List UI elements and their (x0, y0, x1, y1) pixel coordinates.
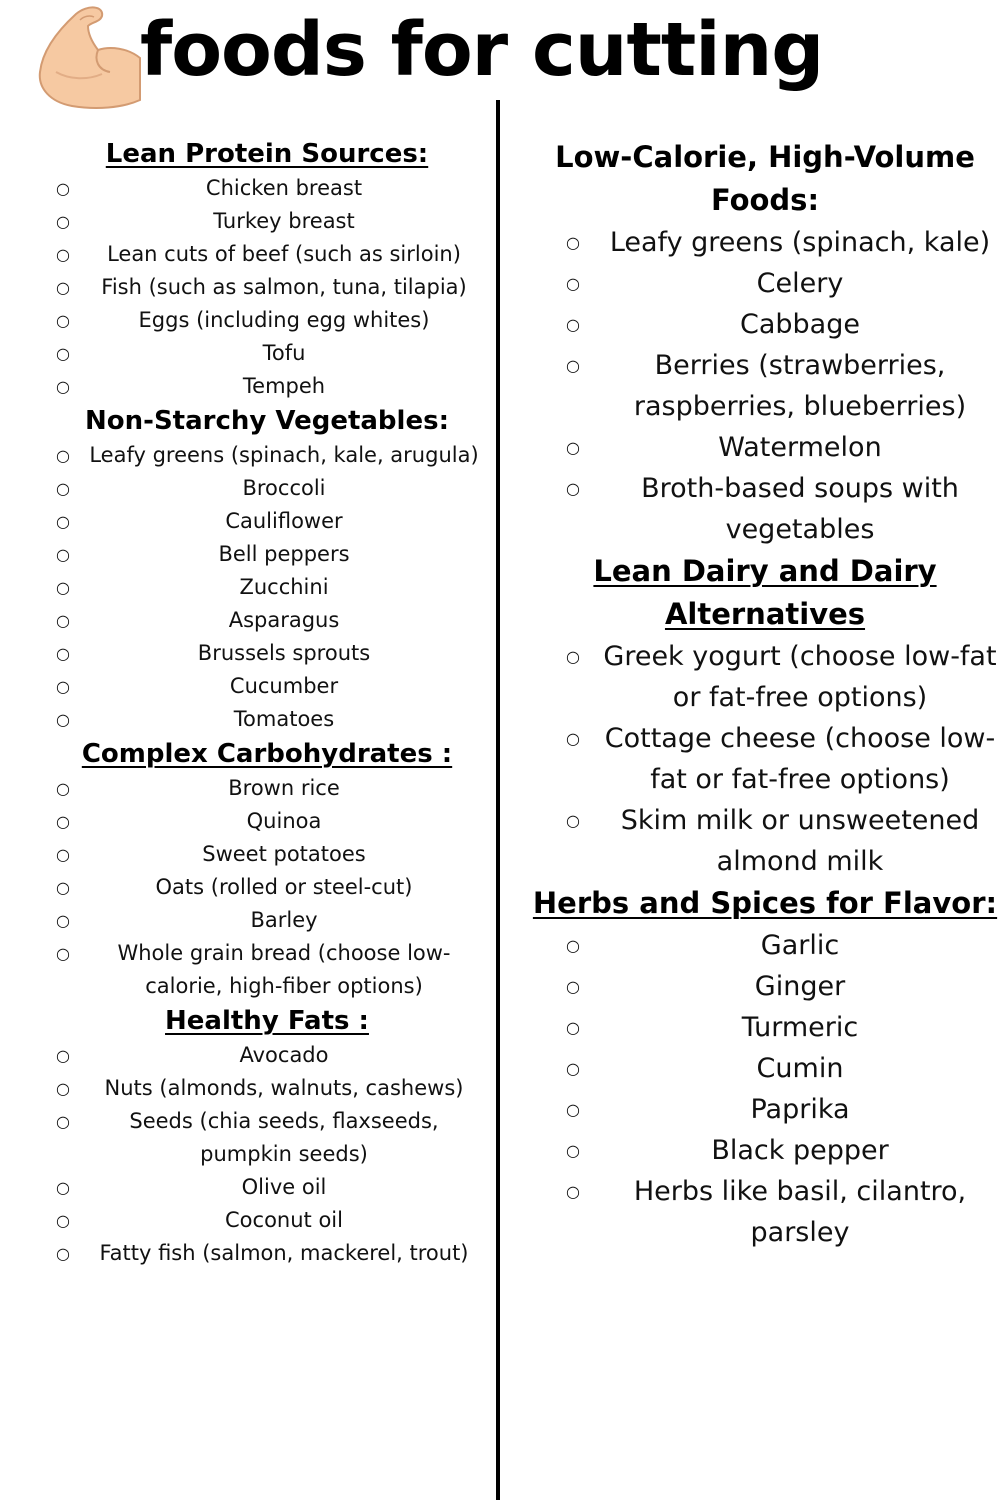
page-title: foods for cutting (140, 7, 824, 93)
list-item-text: Leafy greens (spinach, kale, arugula) (89, 443, 479, 467)
bullet-circle-icon: ○ (56, 212, 70, 231)
bullet-circle-icon: ○ (56, 677, 70, 696)
list-item (52, 937, 482, 1003)
list-item (530, 1089, 1000, 1130)
list-item-text: Coconut oil (225, 1208, 343, 1232)
bullet-circle-icon: ○ (56, 179, 70, 198)
list-item (530, 263, 1000, 304)
list-item (52, 703, 482, 736)
list-item-text: Broth-based soups with vegetables (641, 473, 959, 545)
list-item (52, 772, 482, 805)
list-item (52, 670, 482, 703)
list-item-text: Turmeric (741, 1012, 859, 1043)
list-item-text: Skim milk or unsweetened almond milk (620, 805, 980, 877)
list-item-text: Black pepper (711, 1135, 889, 1166)
bullet-circle-icon: ○ (56, 779, 70, 798)
list-item-text: Olive oil (241, 1175, 327, 1199)
list-item-text: Cabbage (740, 309, 860, 340)
list-item-text: Bell peppers (218, 542, 350, 566)
list-item (530, 427, 1000, 468)
list-item (52, 637, 482, 670)
list-item-text: Barley (250, 908, 318, 932)
list-item (52, 505, 482, 538)
list-item-text: Ginger (754, 971, 846, 1002)
bullet-circle-icon: ○ (566, 274, 580, 293)
list-item (530, 718, 1000, 800)
list-item (52, 472, 482, 505)
list-item (52, 805, 482, 838)
list-item (530, 222, 1000, 263)
bullet-circle-icon: ○ (566, 1100, 580, 1119)
column-divider (496, 100, 500, 1500)
list-item-text: Avocado (239, 1043, 329, 1067)
bullet-circle-icon: ○ (566, 647, 580, 666)
bullet-circle-icon: ○ (56, 311, 70, 330)
bullet-circle-icon: ○ (56, 812, 70, 831)
list-item-text: Asparagus (228, 608, 340, 632)
bullet-circle-icon: ○ (56, 1079, 70, 1098)
list-item (52, 205, 482, 238)
bullet-circle-icon: ○ (56, 446, 70, 465)
list-item (52, 337, 482, 370)
list-item (530, 345, 1000, 427)
list-item (530, 1007, 1000, 1048)
list-item-text: Oats (rolled or steel-cut) (155, 875, 413, 899)
list-item-text: Chicken breast (205, 176, 363, 200)
bullet-circle-icon: ○ (56, 944, 70, 963)
bullet-circle-icon: ○ (56, 845, 70, 864)
list-item-text: Herbs like basil, cilantro, parsley (633, 1176, 967, 1248)
section-heading-non-starchy-vegetables: Non-Starchy Vegetables: (85, 406, 449, 436)
bullet-circle-icon: ○ (56, 1244, 70, 1263)
bullet-circle-icon: ○ (56, 1178, 70, 1197)
list-item (530, 1171, 1000, 1253)
list-item-text: Tofu (262, 341, 306, 365)
list-item (52, 604, 482, 637)
list-item (52, 439, 482, 472)
list-item (530, 1048, 1000, 1089)
list-item-text: Fish (such as salmon, tuna, tilapia) (101, 275, 467, 299)
list-item (52, 172, 482, 205)
list-item-text: Brown rice (228, 776, 340, 800)
list-item-text: Quinoa (246, 809, 322, 833)
list-item (530, 468, 1000, 550)
bullet-circle-icon: ○ (56, 479, 70, 498)
list-item-text: Broccoli (242, 476, 326, 500)
list-item (52, 271, 482, 304)
list-item (530, 925, 1000, 966)
bullet-circle-icon: ○ (56, 710, 70, 729)
list-item-text: Fatty fish (salmon, mackerel, trout) (99, 1241, 469, 1265)
list-item-text: Zucchini (239, 575, 329, 599)
list-item-text: Celery (756, 268, 844, 299)
bullet-circle-icon: ○ (56, 1112, 70, 1131)
list-item-text: Lean cuts of beef (such as sirloin) (107, 242, 461, 266)
section-heading-healthy-fats: Healthy Fats : (165, 1006, 369, 1036)
bullet-circle-icon: ○ (566, 315, 580, 334)
list-item-text: Nuts (almonds, walnuts, cashews) (104, 1076, 464, 1100)
list-item-text: Sweet potatoes (202, 842, 366, 866)
list-item-text: Cumin (756, 1053, 844, 1084)
bullet-circle-icon: ○ (56, 878, 70, 897)
list-item-text: Greek yogurt (choose low-fat or fat-free options) (603, 641, 997, 713)
list-item-text: Watermelon (718, 432, 882, 463)
list-item (52, 1105, 482, 1171)
bullet-circle-icon: ○ (566, 1059, 580, 1078)
bullet-circle-icon: ○ (566, 479, 580, 498)
bullet-circle-icon: ○ (566, 356, 580, 375)
section-heading-lean-dairy-and-dairy-alternatives: Lean Dairy and Dairy Alternatives (593, 554, 937, 631)
section-heading-herbs-and-spices-for-flavor: Herbs and Spices for Flavor: (532, 886, 998, 920)
bullet-circle-icon: ○ (56, 344, 70, 363)
list-item-text: Berries (strawberries, raspberries, blueberries) (633, 350, 967, 422)
list-item (52, 1204, 482, 1237)
bullet-circle-icon: ○ (566, 438, 580, 457)
bullet-circle-icon: ○ (56, 545, 70, 564)
bullet-circle-icon: ○ (56, 1046, 70, 1065)
section-heading-low-calorie-high-volume-foods: Low-Calorie, High-Volume Foods: (555, 140, 975, 217)
bullet-circle-icon: ○ (56, 911, 70, 930)
section-heading-lean-protein-sources: Lean Protein Sources: (105, 139, 429, 169)
bullet-circle-icon: ○ (56, 611, 70, 630)
list-item (530, 966, 1000, 1007)
bullet-circle-icon: ○ (56, 644, 70, 663)
bullet-circle-icon: ○ (56, 278, 70, 297)
flexed-biceps-icon (36, 2, 144, 110)
list-item-text: Whole grain bread (choose low-calorie, high-fiber options) (117, 941, 451, 998)
left-column (52, 136, 482, 1270)
list-item-text: Paprika (750, 1094, 850, 1125)
list-item (530, 304, 1000, 345)
list-item-text: Leafy greens (spinach, kale) (609, 227, 991, 258)
bullet-circle-icon: ○ (56, 578, 70, 597)
list-item (530, 800, 1000, 882)
list-item-text: Cottage cheese (choose low-fat or fat-free options) (604, 723, 996, 795)
list-item-text: Garlic (760, 930, 840, 961)
list-item-text: Brussels sprouts (197, 641, 371, 665)
list-item (52, 1039, 482, 1072)
list-item-text: Tomatoes (233, 707, 335, 731)
list-item (52, 1072, 482, 1105)
list-item-text: Eggs (including egg whites) (138, 308, 430, 332)
bullet-circle-icon: ○ (566, 729, 580, 748)
list-item (52, 871, 482, 904)
bullet-circle-icon: ○ (566, 1018, 580, 1037)
bullet-circle-icon: ○ (566, 936, 580, 955)
list-item-text: Cucumber (229, 674, 339, 698)
list-item-text: Cauliflower (225, 509, 343, 533)
list-item (530, 1130, 1000, 1171)
list-item (52, 1171, 482, 1204)
bullet-circle-icon: ○ (566, 977, 580, 996)
list-item (52, 571, 482, 604)
list-item (52, 304, 482, 337)
bullet-circle-icon: ○ (56, 512, 70, 531)
section-heading-complex-carbohydrates: Complex Carbohydrates : (81, 739, 453, 769)
bullet-circle-icon: ○ (56, 377, 70, 396)
list-item (52, 838, 482, 871)
bullet-circle-icon: ○ (566, 1141, 580, 1160)
list-item (52, 370, 482, 403)
list-item (530, 636, 1000, 718)
list-item (52, 904, 482, 937)
list-item-text: Seeds (chia seeds, flaxseeds, pumpkin seeds) (129, 1109, 439, 1166)
bullet-circle-icon: ○ (566, 811, 580, 830)
bullet-circle-icon: ○ (56, 1211, 70, 1230)
list-item-text: Turkey breast (213, 209, 355, 233)
bullet-circle-icon: ○ (566, 1182, 580, 1201)
list-item (52, 538, 482, 571)
right-column (530, 136, 1000, 1253)
bullet-circle-icon: ○ (566, 233, 580, 252)
list-item (52, 1237, 482, 1270)
bullet-circle-icon: ○ (56, 245, 70, 264)
list-item-text: Tempeh (242, 374, 326, 398)
list-item (52, 238, 482, 271)
